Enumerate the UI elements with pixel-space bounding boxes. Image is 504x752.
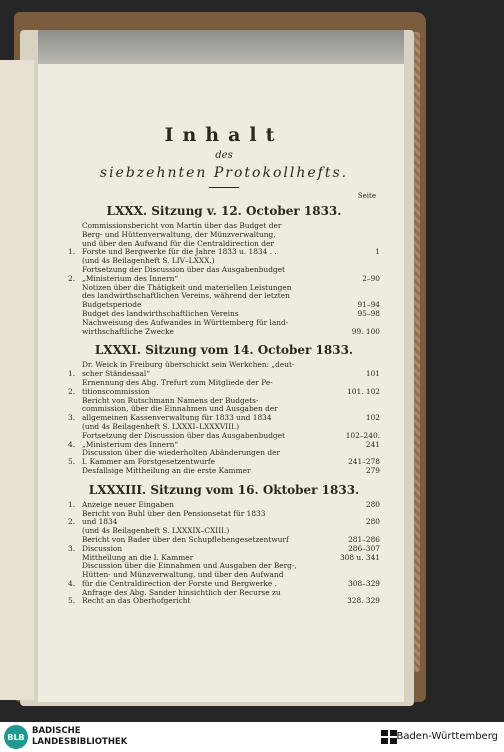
toc-entry-number: 1.: [68, 499, 76, 509]
toc-entry-number: 1.: [68, 247, 76, 257]
toc-entry-number: 5.: [68, 596, 76, 606]
page-column-header: Seite: [357, 192, 376, 200]
toc-entry-text: (und 4s Beilagenheft S. LIV–LXXX.): [82, 256, 215, 266]
toc-entry: [68, 510, 380, 528]
toc-entry: [68, 467, 380, 476]
toc-entry-text: Fortsetzung der Discussion über das Ausgabenbudget „Ministerium des Innern“: [82, 430, 285, 449]
library-name-line1: BADISCHE: [32, 726, 81, 736]
page-title: Inhalt: [164, 124, 284, 146]
toc-entry-text: Bericht von Bader über den Schupflehengesetzentwurf Discussion: [82, 534, 289, 553]
toc-entry: [68, 397, 380, 423]
toc-entry: [68, 284, 380, 310]
toc-entry-page: 279: [365, 465, 380, 475]
sections-container: [68, 204, 380, 609]
table-of-contents: [68, 124, 380, 609]
toc-entry: [68, 222, 380, 257]
toc-entry-page: 101: [365, 369, 380, 379]
toc-entry-number: 3.: [68, 413, 76, 423]
toc-entry: [68, 361, 380, 379]
toc-entry: [68, 266, 380, 284]
toc-entry: [68, 379, 380, 397]
toc-entry-text: Fortsetzung der Discussion über das Ausgabenbudget „Ministerium des Innern“: [82, 264, 285, 283]
toc-entry-number: 2.: [68, 273, 76, 283]
toc-entry-text: Discussion über die wiederholten Abänderungen der I. Kammer am Forstgesetzentwurfe: [82, 448, 281, 467]
toc-entry: [68, 432, 380, 450]
toc-entry-text: Anfrage des Abg. Sander hinsichtlich der Recurse zu Recht an das Oberhofgericht: [82, 587, 281, 606]
toc-entry-page: 91–94: [357, 300, 380, 310]
toc-entry-text: Desfallsige Mittheilung an die erste Kammer: [82, 465, 251, 475]
toc-entry-page: 102: [365, 413, 380, 423]
toc-entry-page: 308–329: [348, 578, 380, 588]
toc-entry-number: 4.: [68, 578, 76, 588]
toc-entry-text: Commissionsbericht von Martin über das Budget der Berg- und Hüttenverwaltung, der Münzverwaltung, und über den Aufwand für die Centraldirection der Forste und Bergwerke für die Jahre 1833 u. 1834 . .: [82, 221, 282, 257]
footer-bar: [0, 722, 504, 752]
book-page: [38, 36, 404, 702]
toc-entry-number: 4.: [68, 439, 76, 449]
section-gap: [68, 606, 380, 609]
page-top-edge: [38, 30, 404, 64]
toc-entry-text: Mittheilung an die I. Kammer: [82, 552, 194, 562]
toc-entry-text: Discussion über die Einnahmen und Ausgaben der Berg-, Hütten- und Münzverwaltung, und über den Aufwand für die Centraldirection der Forste und Bergwerke .: [82, 561, 297, 588]
toc-entry-text: Anzeige neuer Eingaben: [82, 499, 174, 509]
section-gap: [68, 336, 380, 339]
toc-entry-page: 281–286 286–307: [348, 534, 380, 553]
section-heading: LXXXI. Sitzung vom 14. October 1833.: [94, 343, 354, 358]
toc-entry-text: Bericht von Rutschmann Namens der Budgets- commission, über die Einnahmen und Ausgaben der allgemeinen Kassenverwaltung für 1833 und 1834: [82, 395, 278, 423]
toc-entry-text: Nachweisung des Aufwandes in Württemberg für land- wirthschaftliche Zwecke: [82, 317, 289, 336]
toc-entry-number: 3.: [68, 543, 76, 553]
toc-entry-page: 280: [365, 517, 380, 527]
blb-logo-icon[interactable]: BLB: [4, 725, 28, 749]
toc-entry-number: 2.: [68, 517, 76, 527]
toc-entry-text: (und 4s Beilagenheft S. LXXXIX–CXIII.): [82, 526, 230, 536]
toc-entry: [68, 562, 380, 588]
toc-entry-page: 241–278: [348, 457, 380, 467]
section-gap: [68, 476, 380, 479]
divider-rule: [209, 187, 239, 188]
baden-wuerttemberg-crest-icon: [380, 728, 398, 746]
section-heading: LXXX. Sitzung v. 12. October 1833.: [106, 204, 342, 218]
toc-entry: [68, 319, 380, 337]
page-subtitle-des: des: [215, 150, 233, 161]
toc-entry-number: 2.: [68, 386, 76, 396]
section-heading: LXXXIII. Sitzung vom 16. Oktober 1833.: [88, 482, 360, 497]
toc-entry-text: (und 4s Beilagenheft S. LXXXI–LXXXVIII.): [82, 421, 240, 431]
toc-entry-page: 95–98: [357, 308, 380, 318]
toc-entry-text: Ernennung des Abg. Trefurt zum Mitgliede der Pe- titionscommission: [82, 377, 273, 396]
toc-entry-page: 328. 329: [347, 596, 380, 606]
library-name[interactable]: [32, 726, 127, 747]
toc-entry-number: 1.: [68, 369, 76, 379]
state-name[interactable]: Baden-Württemberg: [396, 731, 498, 742]
toc-entry-number: 5.: [68, 457, 76, 467]
toc-entry-page: 308 u. 341: [339, 552, 380, 562]
toc-entry-text: Dr. Weick in Freiburg überschickt sein Werkchen: „deut- scher Ständesaal“: [82, 360, 295, 379]
toc-entry: [68, 536, 380, 554]
toc-entry-page: 280: [365, 499, 380, 509]
toc-entry-page: 99. 100: [351, 326, 380, 336]
toc-entry-text: Bericht von Buhl über den Pensionsetat für 1833 und 1834: [82, 508, 266, 527]
facing-page: [0, 60, 34, 700]
toc-entry: [68, 589, 380, 607]
toc-entry: [68, 449, 380, 467]
toc-entry-text: Notizen über die Thätigkeit und materiellen Leistungen des landwirthschaftlichen Vereins, während der letzten Budgetsperiode: [82, 282, 292, 310]
toc-entry-page: 101. 102: [347, 386, 380, 396]
toc-entry-page: 1: [375, 247, 380, 257]
toc-entry-page: 102–240. 241: [345, 430, 380, 449]
page-subtitle: siebzehnten Protokollhefts.: [99, 165, 349, 181]
library-name-line2: LANDESBIBLIOTHEK: [32, 736, 128, 747]
toc-entry-text: Budget des landwirthschaftlichen Vereins: [82, 308, 239, 318]
toc-entry-page: 2–90: [362, 273, 380, 283]
